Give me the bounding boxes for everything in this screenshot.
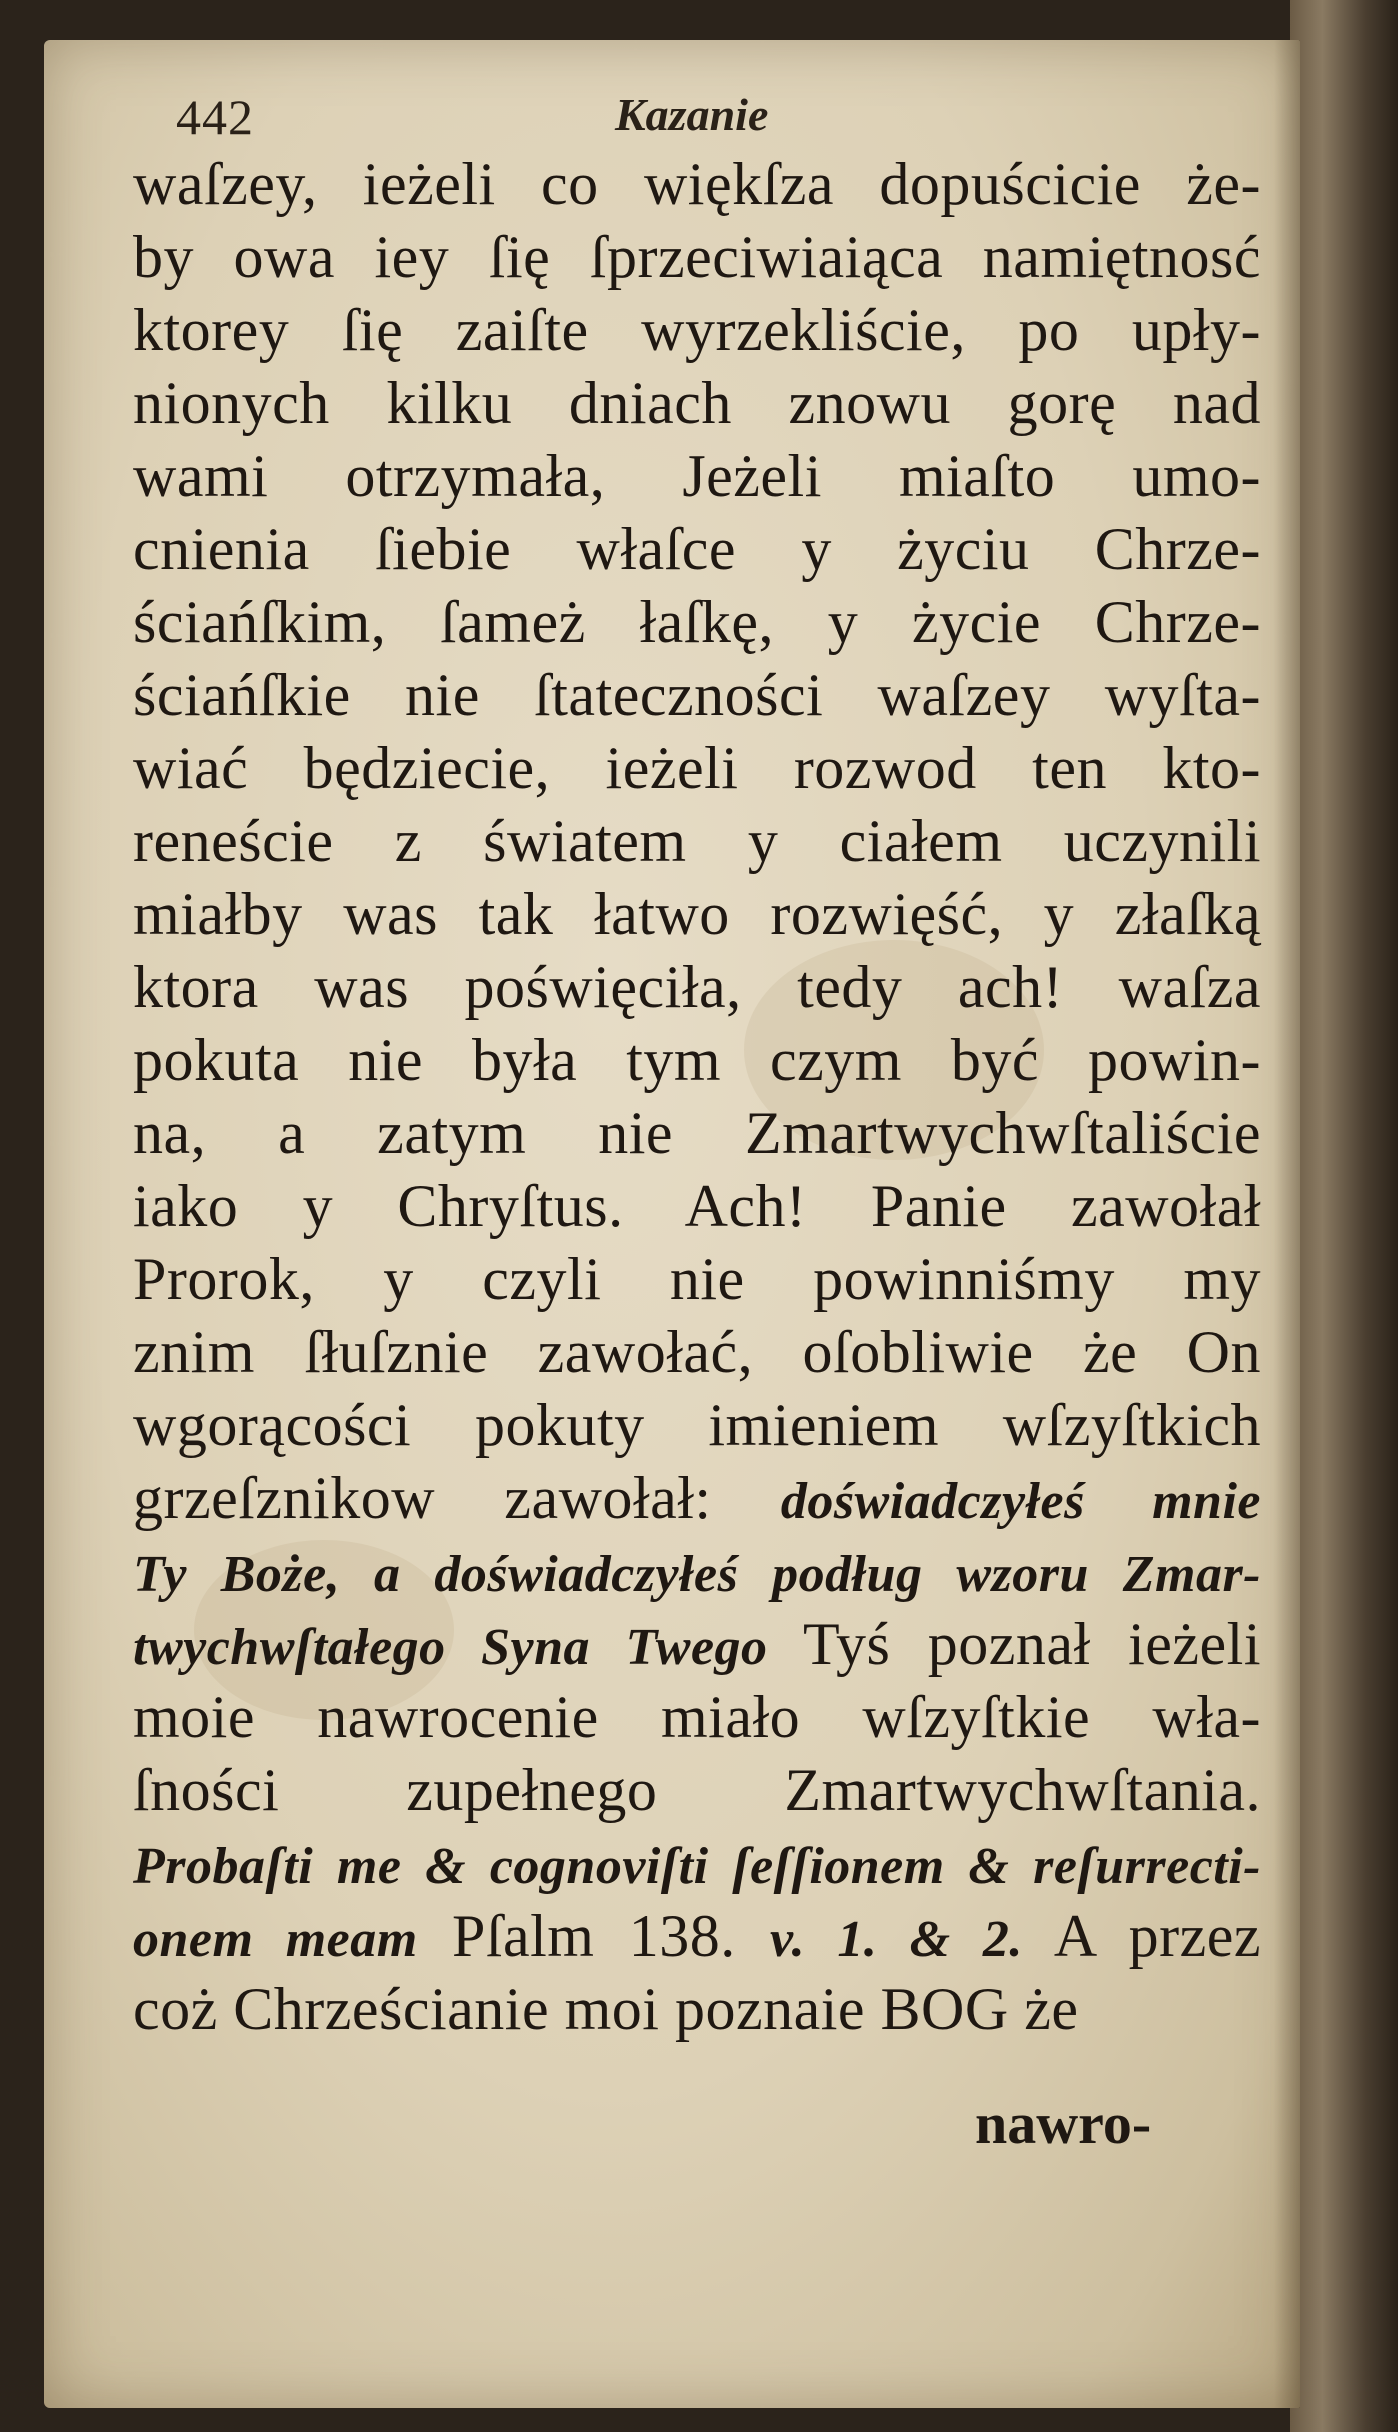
text-line <box>133 294 1261 367</box>
text-line <box>133 1316 1261 1389</box>
text-span: iako y Chryſtus. Ach! Panie zawołał <box>133 1173 1261 1239</box>
text-line <box>133 1608 1261 1681</box>
text-span: wgorącości pokuty imieniem wſzyſtkich <box>133 1392 1261 1458</box>
text-span: ściańſkie nie ſtateczności waſzey wyſta- <box>133 662 1261 728</box>
italic-text-span: Ty Boże, a doświadczyłeś podług wzoru Zmar- <box>133 1546 1261 1603</box>
text-span: ktorey ſię zaiſte wyrzekliście, po upły- <box>133 297 1261 363</box>
text-line <box>133 1900 1261 1973</box>
text-span: znim ſłuſznie zawołać, oſobliwie że On <box>133 1319 1261 1385</box>
text-span: Prorok, y czyli nie powinniśmy my <box>133 1246 1261 1312</box>
text-line <box>133 659 1261 732</box>
text-span: by owa iey ſię ſprzeciwiaiąca namiętnosć <box>133 224 1261 290</box>
text-span: wami otrzymała, Jeżeli miaſto umo- <box>133 443 1261 509</box>
text-span: nionych kilku dniach znowu gorę nad <box>133 370 1261 436</box>
text-span: moie nawrocenie miało wſzyſtkie wła- <box>133 1684 1261 1750</box>
text-line <box>133 1170 1261 1243</box>
text-line <box>133 1973 1261 2046</box>
italic-text-span: doświadczyłeś mnie <box>780 1473 1261 1530</box>
text-span: ktora was poświęciła, tedy ach! waſza <box>133 954 1261 1020</box>
italic-text-span: Probaſti me & cognoviſti ſeſſionem & reſurrecti- <box>133 1838 1261 1895</box>
text-span: Pſalm 138. <box>417 1903 770 1969</box>
text-line <box>133 732 1261 805</box>
text-line <box>133 1097 1261 1170</box>
text-line <box>133 1024 1261 1097</box>
text-span: na, a zatym nie Zmartwychwſtaliście <box>133 1100 1261 1166</box>
text-line <box>133 1389 1261 1462</box>
italic-text-span: twychwſtałego Syna Twego <box>133 1619 803 1676</box>
running-title: Kazanie <box>615 89 769 140</box>
text-span: miałby was tak łatwo rozwięść, y złaſką <box>133 881 1261 947</box>
text-line <box>133 1243 1261 1316</box>
text-line <box>133 1535 1261 1608</box>
text-line <box>133 951 1261 1024</box>
catchword: nawro- <box>975 2091 1152 2156</box>
italic-text-span: onem meam <box>133 1911 418 1968</box>
text-span: reneście z światem y ciałem uczynili <box>133 808 1261 874</box>
text-line <box>133 805 1261 878</box>
italic-text-span: v. 1. & 2. <box>769 1911 1023 1968</box>
text-line <box>133 440 1261 513</box>
text-line <box>133 1681 1261 1754</box>
text-span: grzeſznikow zawołał: <box>133 1465 781 1531</box>
text-line <box>133 1754 1261 1827</box>
text-line <box>133 878 1261 951</box>
text-span: ściańſkim, ſameż łaſkę, y życie Chrze- <box>133 589 1261 655</box>
text-span: waſzey, ieżeli co więkſza dopuścicie że- <box>133 151 1261 217</box>
text-span: pokuta nie była tym czym być powin- <box>133 1027 1261 1093</box>
page-number: 442 <box>176 89 254 145</box>
body-text <box>133 148 1261 2046</box>
text-span: Tyś poznał ieżeli <box>803 1611 1262 1677</box>
text-line <box>133 1462 1261 1535</box>
text-line <box>133 513 1261 586</box>
text-line <box>133 221 1261 294</box>
book-fore-edge <box>1290 0 1398 2432</box>
text-line <box>133 148 1261 221</box>
text-line <box>133 586 1261 659</box>
text-line <box>133 367 1261 440</box>
text-span: coż Chrześcianie moi poznaie BOG że <box>133 1976 1079 2042</box>
text-span: cnienia ſiebie właſce y życiu Chrze- <box>133 516 1261 582</box>
text-span: ſności zupełnego Zmartwychwſtania. <box>133 1757 1261 1823</box>
text-span: A przez <box>1022 1903 1261 1969</box>
text-line <box>133 1827 1261 1900</box>
text-span: wiać będziecie, ieżeli rozwod ten kto- <box>133 735 1261 801</box>
